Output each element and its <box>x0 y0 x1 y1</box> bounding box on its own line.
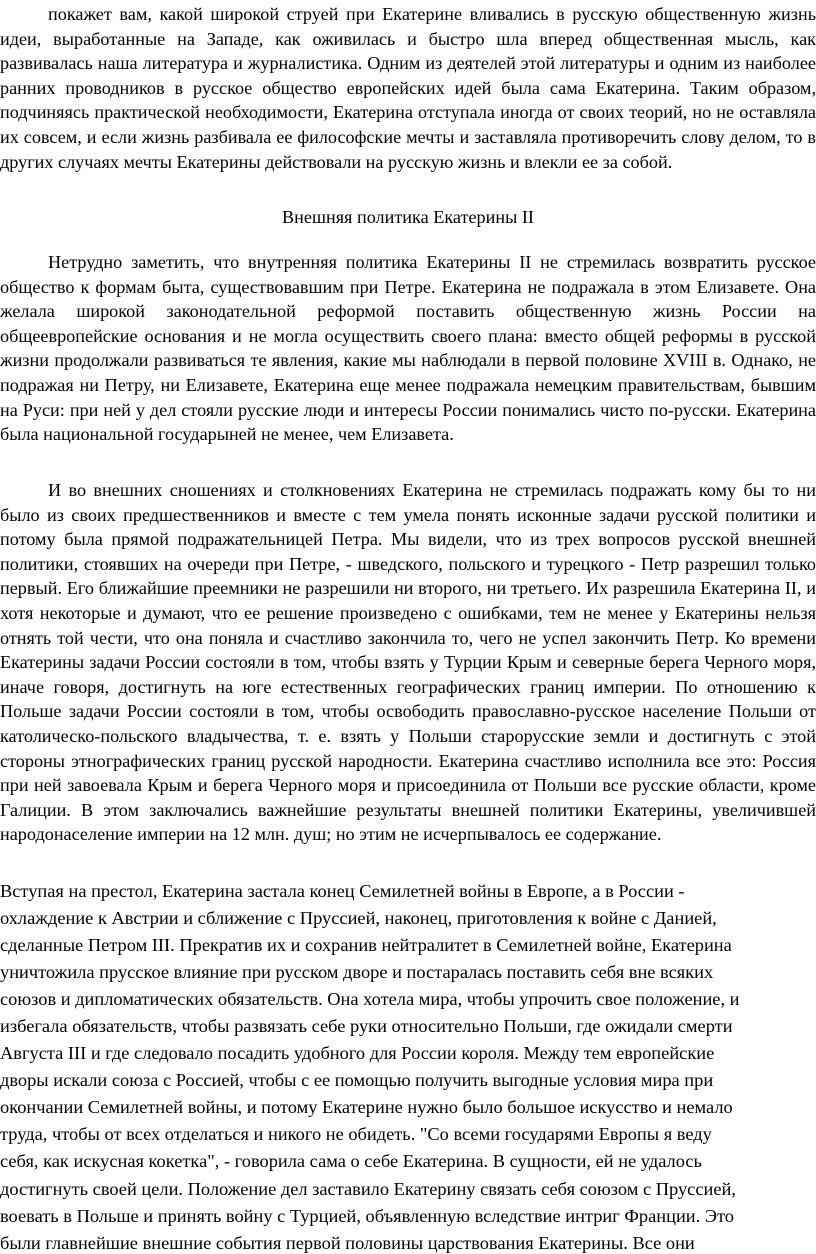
text-line: союзов и дипломатических обязательств. Она хотела мира, чтобы упрочить свое положение, и <box>0 989 740 1010</box>
text-line: избегала обязательств, чтобы развязать себе руки относительно Польши, где ожидали смерти <box>0 1016 733 1037</box>
text-line: были главнейшие внешние события первой половины царствования Екатерины. Все они <box>0 1232 695 1253</box>
text-line: уничтожила прусское влияние при русском дворе и постаралась поставить себя вне всяких <box>0 962 714 983</box>
text-line: воевать в Польше и принять войну с Турцией, объявленную вследствие интриг Франции. Это <box>0 1205 734 1226</box>
text-line: достигнуть своей цели. Положение дел заставило Екатерину связать себя союзом с Пруссией, <box>0 1178 736 1199</box>
text-line: Августа III и где следовало посадить удобного для России короля. Между тем европейские <box>0 1043 715 1064</box>
text-line: себя, как искусная кокетка", - говорила сама о себе Екатерина. В сущности, ей не удалось <box>0 1151 702 1172</box>
text-line: дворы искали союза с Россией, чтобы с ее помощью получить выгодные условия мира при <box>0 1070 714 1091</box>
continuation-paragraph: покажет вам, какой широкой струей при Екатерине вливались в русскую общественную жизнь идеи, выработанные на Западе, как оживилась и быстро шла вперед общественная мысль, как развивалась наша литература и журналистика. Одним из деятелей этой литературы и одним из наиболее ранних проводников в русское общество европейских идей была сама Екатерина. Таким образом, подчиняясь практической необходимости, Екатерина отступала иногда от своих теорий, но не оставляла их совсем, и если жизнь разбивала ее философские мечты и заставляла противоречить слову делом, то в других случаях мечты Екатерины действовали на русскую жизнь и влекли ее за собой. <box>0 4 816 172</box>
text-line: сделанные Петром III. Прекратив их и сохранив нейтралитет в Семилетней войне, Екатерина <box>0 935 732 956</box>
paragraph-internal-policy: Нетрудно заметить, что внутренняя политика Екатерины II не стремилась возвратить русское общество к формам быта, существовавшим при Петре. Екатерина не подражала в этом Елизавете. Она желала широкой законодательной реформой поставить общественную жизнь России на общеевропейские основания и не могла осуществить своего плана: вместо общей реформы в русской жизни продолжали развиваться те явления, какие мы наблюдали в первой половине XVIII в. Однако, не подражая ни Петру, ни Елизавете, Екатерина еще менее подражала немецким правительствам, бывшим на Руси: при ней у дел стояли русские люди и интересы России понимались чисто по-русски. Екатерина была национальной государыней не менее, чем Елизавета. <box>0 252 816 445</box>
paragraph-foreign-policy: И во внешних сношениях и столкновениях Екатерина не стремилась подражать кому бы то ни было из своих предшественников и вместе с тем умела понять исконные задачи русской политики и потому была прямой подражательницей Петра. Мы видели, что из трех вопросов русской внешней политики, стоявших на очереди при Петре, - шведского, польского и турецкого - Петр разрешил только первый. Его ближайшие преемники не разрешили ни второго, ни третьего. Их разрешила Екатерина II, и хотя некоторые и думают, что ее решение произведено с ошибками, тем не менее у Екатерины нельзя отнять той чести, что она поняла и счастливо закончила то, чего не успел закончить Петр. Ко времени Екатерины задачи России состояли в том, чтобы взять у Турции Крым и северные берега Черного моря, иначе говоря, достигнуть на юге естественных географических границ империи. По отношению к Польше задачи России состояли в том, чтобы освободить православно-русское население Польши от католическо-польского владычества, т. е. взять у Польши старорусские земли и достигнуть с этой стороны этнографических границ русской народности. Екатерина счастливо исполнила все это: Россия при ней завоевала Крым и берега Черного моря и присоединила от Польши все русские области, кроме Галиции. В этом заключались важнейшие результаты внешней политики Екатерины, увеличившей народонаселение империи на 12 млн. душ; но этим не исчерпывалось ее содержание. <box>0 480 816 845</box>
text-line: охлаждение к Австрии и сближение с Пруссией, наконец, приготовления к войне с Данией, <box>0 908 717 929</box>
paragraph-seven-years-war <box>0 878 810 1254</box>
text-line: Вступая на престол, Екатерина застала конец Семилетней войны в Европе, а в России - <box>0 881 685 901</box>
section-heading: Внешняя политика Екатерины II <box>282 207 534 227</box>
text-line: труда, чтобы от всех отделаться и никого не обидеть. "Со всеми государями Европы я веду <box>0 1124 712 1145</box>
text-line: окончании Семилетней войны, и потому Екатерине нужно было большое искусство и немало <box>0 1097 733 1118</box>
